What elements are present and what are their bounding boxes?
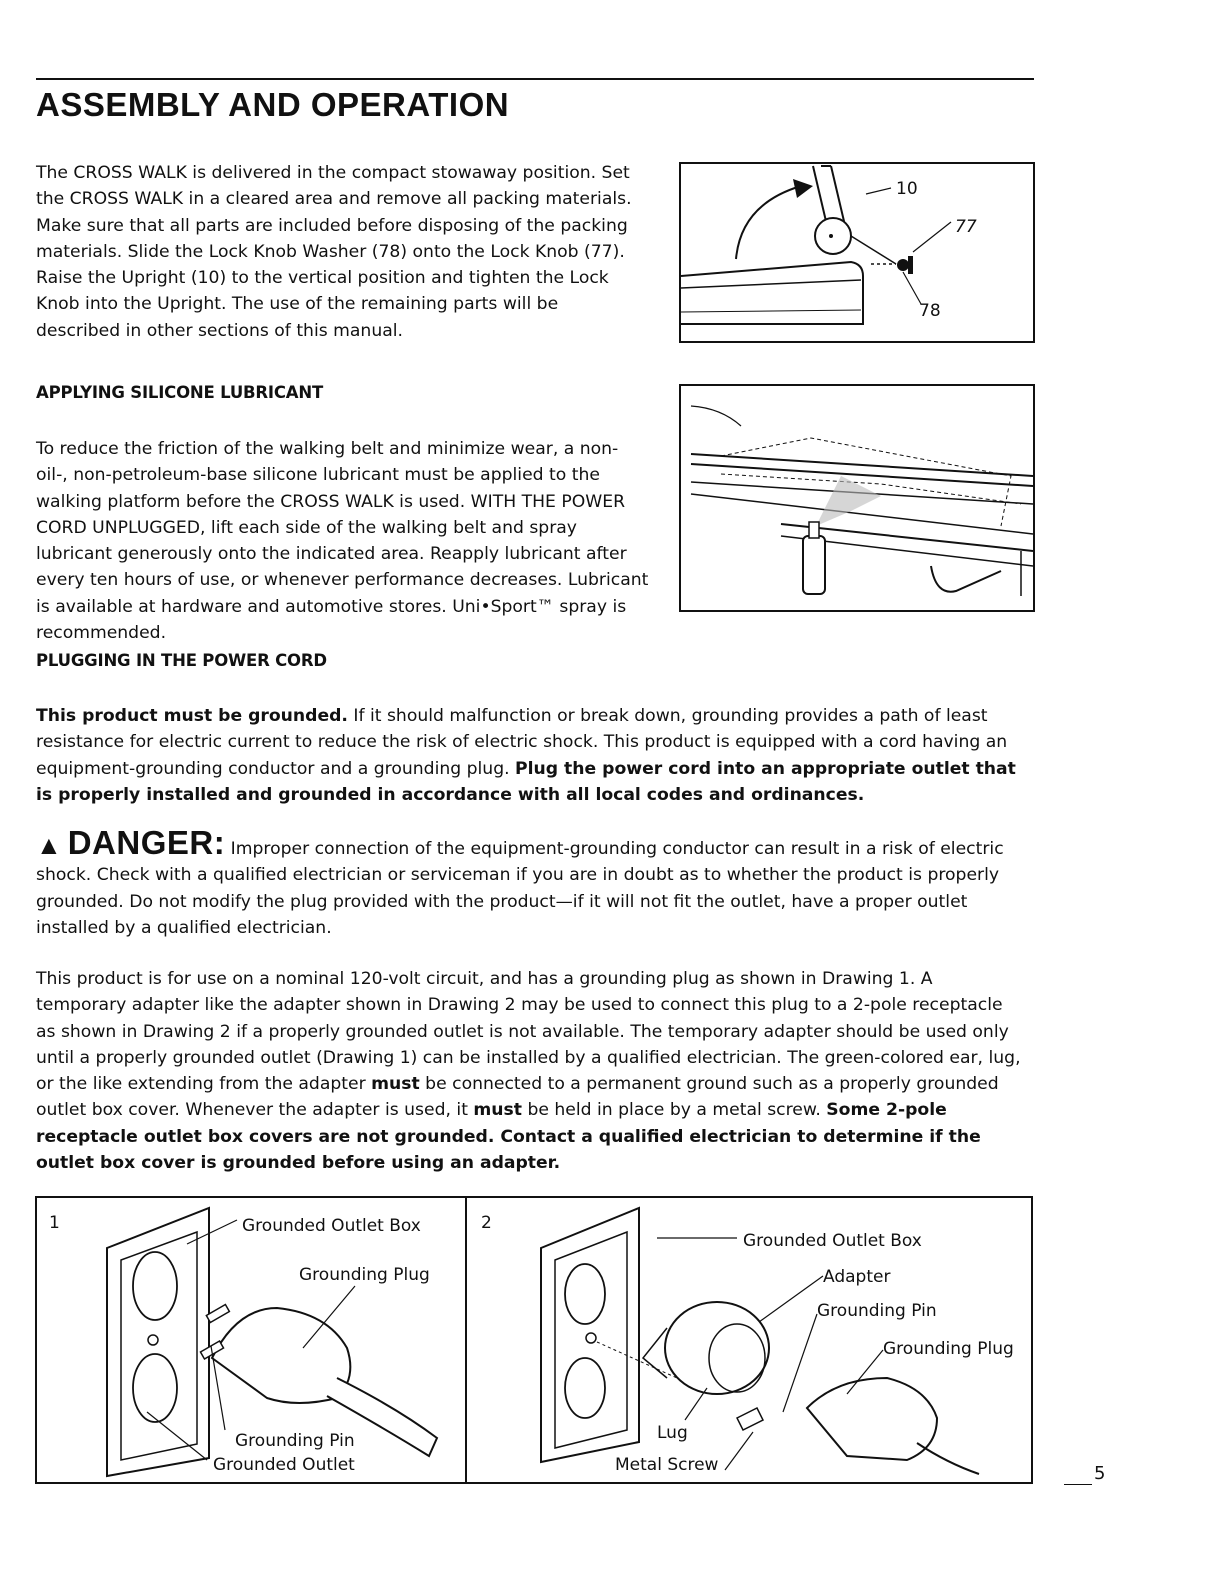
drawing-2-lug-label: Lug [657,1423,688,1443]
danger-label: DANGER: [67,824,226,861]
drawing-2-pin-label: Grounding Pin [817,1301,937,1321]
adapter-must-2: must [473,1100,522,1121]
page-title: ASSEMBLY AND OPERATION [36,86,510,123]
power-text: If it should malfunction or break down, grounding provides a path of least resistance for electric current to reduce the risk of electric shock. This product is equipped with a cord having an equipment-grounding conductor and a grounding plug. [36,706,1008,779]
danger-warning-icon: ▲ [36,830,63,860]
drawing-2-adapter-label: Adapter [823,1267,891,1287]
intro-paragraph: The CROSS WALK is delivered in the compact stowaway position. Set the CROSS WALK in a cleared area and remove all packing materials. Make sure that all parts are included before disposing of the packing materials. Slide the Lock Knob Washer (78) onto the Lock Knob (77). Raise the Upright (10) to the vertical position and tighten the Lock Knob into the Upright. The use of the remaining parts will be described in other sections of this manual. [36,163,632,341]
adapter-text-1: This product is for use on a nominal 120-volt circuit, and has a grounding plug as shown in Drawing 1. A temporary adapter like the adapter shown in Drawing 2 may be used to connect this plug to a 2-pole receptacle as shown in Drawing 2 if a properly grounded outlet is not available. The temporary adapter should be used only until a properly grounded outlet (Drawing 1) can be installed by a qualified electrician. The green-colored ear, lug, or the like extending from the adapter [36,969,1021,1095]
callout-10: 10 [896,179,918,199]
drawing-1-pin-label: Grounding Pin [235,1431,355,1451]
page-number-rule [1064,1484,1092,1485]
drawing-1 [37,1198,465,1482]
top-rule [36,78,1034,80]
adapter-must-1: must [371,1074,420,1095]
drawing-1-number: 1 [49,1213,60,1233]
adapter-paragraph [36,966,1026,1176]
power-heading: PLUGGING IN THE POWER CORD [36,651,327,670]
drawing-1-plug-label: Grounding Plug [299,1265,430,1285]
drawing-2-number: 2 [481,1213,492,1233]
drawing-2-screw-label: Metal Screw [615,1455,719,1475]
callout-77: 77 [955,217,977,237]
lubricant-illustration [681,386,1033,610]
callout-78: 78 [919,301,941,321]
power-paragraph [36,703,1026,808]
drawing-2 [467,1198,1031,1482]
adapter-text-2: be connected to a permanent ground such as a properly grounded outlet box cover. Whenever the adapter is used, it [36,1074,999,1121]
drawing-1-box-label: Grounded Outlet Box [242,1216,421,1236]
lubricant-paragraph: To reduce the friction of the walking belt and minimize wear, a non-oil-, non-petroleum-base silicone lubricant must be applied to the walking platform before the CROSS WALK is used. WITH THE POWER CORD UNPLUGGED, lift each side of the walking belt and spray lubricant generously onto the indicated area. Reapply lubricant after every ten hours of use, or whenever performance decreases. Lubricant is available at hardware and automotive stores. Uni•Sport™ spray is recommended. [36,439,649,644]
page-number: 5 [1094,1463,1106,1484]
drawing-1-outlet-label: Grounded Outlet [213,1455,355,1475]
danger-paragraph [36,824,1026,941]
danger-text: Improper connection of the equipment-grounding conductor can result in a risk of electric shock. Check with a qualified electrician or serviceman if you are in doubt as to whether the product is properly grounded. Do not modify the plug provided with the product—if it will not fit the outlet, have a proper outlet installed by a qualified electrician. [36,839,1004,938]
power-bold-tail: Plug the power cord into an appropriate outlet that is properly installed and grounded in accordance with all local codes and ordinances. [36,758,1016,805]
adapter-bold-end: Some 2-pole receptacle outlet box covers are not grounded. Contact a qualified electrician to determine if the outlet box cover is grounded before using an adapter. [36,1100,981,1174]
lubricant-figure [679,384,1035,612]
lubricant-heading: APPLYING SILICONE LUBRICANT [36,383,324,402]
upright-illustration [681,164,1033,341]
upright-figure [679,162,1035,343]
adapter-text-3: be held in place by a metal screw. [521,1100,827,1121]
drawing-2-plug-label: Grounding Plug [883,1339,1014,1359]
drawing-2-box-label: Grounded Outlet Box [743,1231,922,1251]
drawings-figure [35,1196,1033,1484]
power-bold-lead: This product must be grounded. [36,706,348,726]
